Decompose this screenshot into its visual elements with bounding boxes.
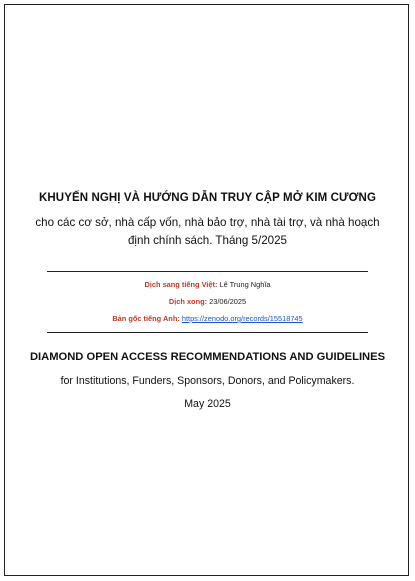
english-subtitle: for Institutions, Funders, Sponsors, Donors, and Policymakers.	[60, 375, 355, 387]
vietnamese-title: KHUYẾN NGHỊ VÀ HƯỚNG DẪN TRUY CẬP MỞ KIM CƯƠNG	[38, 192, 376, 204]
translator-line	[20, 280, 395, 289]
divider-bottom	[47, 332, 368, 333]
finished-date: 23/06/2025	[209, 297, 247, 306]
translator-name: Lê Trung Nghĩa	[219, 280, 271, 289]
original-line	[20, 314, 395, 323]
finished-label: Dịch xong:	[168, 297, 208, 306]
english-title: DIAMOND OPEN ACCESS RECOMMENDATIONS AND GUIDELINES	[29, 351, 386, 363]
original-label: Bản gốc tiếng Anh:	[112, 314, 180, 323]
english-date: May 2025	[184, 398, 231, 410]
vietnamese-subtitle: cho các cơ sở, nhà cấp vốn, nhà bảo trợ, nhà tài trợ, và nhà hoạch định chính sách. Tháng 5/2025	[35, 216, 380, 247]
original-link[interactable]: https://zenodo.org/records/15518745	[181, 314, 303, 323]
translator-label: Dịch sang tiếng Việt:	[144, 280, 218, 289]
page-frame	[4, 4, 409, 576]
finished-line	[20, 297, 395, 306]
divider-top	[47, 271, 368, 272]
